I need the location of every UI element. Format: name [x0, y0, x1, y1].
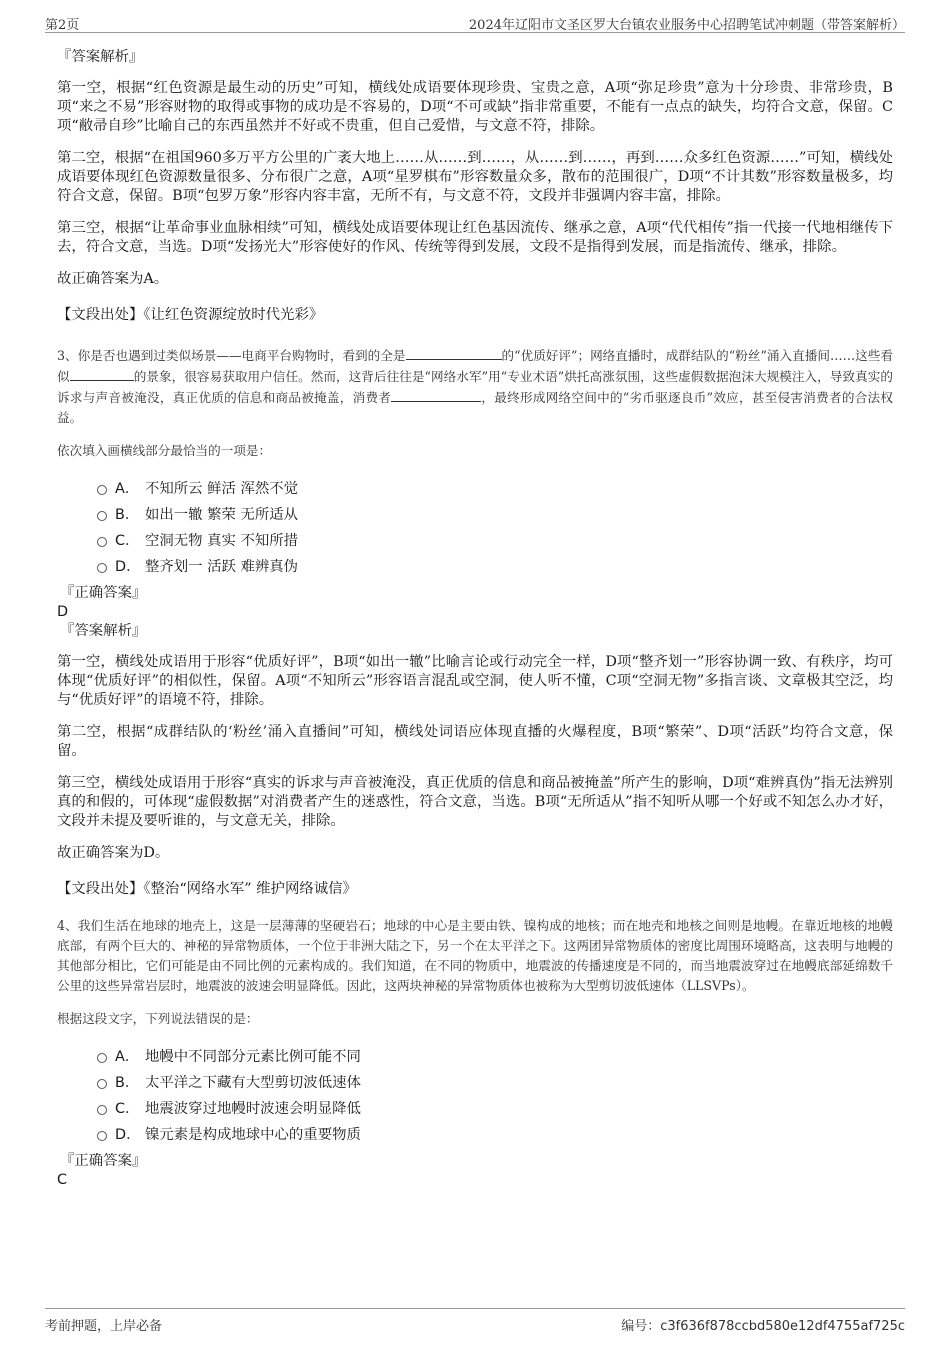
- option-letter: B．: [115, 1075, 140, 1091]
- radio-icon[interactable]: [97, 537, 107, 547]
- q3-blank-2: [70, 366, 134, 381]
- option-letter: A．: [115, 1049, 140, 1065]
- q4-options: [57, 1044, 893, 1148]
- q3-option-c[interactable]: [57, 528, 893, 554]
- q2-source: 【文段出处】《让红色资源绽放时代光彩》: [57, 307, 324, 323]
- document-title: 2024年辽阳市文圣区罗大台镇农业服务中心招聘笔试冲刺题（带答案解析）: [468, 18, 905, 33]
- page-content: [57, 40, 893, 1190]
- q4-option-b[interactable]: [57, 1070, 893, 1096]
- q3-conclusion: 故正确答案为D。: [57, 845, 170, 861]
- radio-icon[interactable]: [97, 1079, 107, 1089]
- document-serial: 编号：c3f636f878ccbd580e12df4755af725c: [621, 1319, 905, 1334]
- q3-prompt: 依次填入画横线部分最恰当的一项是：: [57, 443, 272, 458]
- q2-conclusion: 故正确答案为A。: [57, 271, 169, 287]
- radio-icon[interactable]: [97, 511, 107, 521]
- option-text: 太平洋之下藏有大型剪切波低速体: [145, 1075, 361, 1091]
- option-letter: C．: [115, 533, 140, 549]
- option-letter: D．: [115, 559, 141, 575]
- q3-stem-part-1: 3、你是否也遇到过类似场景——电商平台购物时，看到的全是: [57, 348, 406, 363]
- q3-option-b[interactable]: [57, 502, 893, 528]
- page-number: 第2页: [45, 18, 80, 33]
- option-letter: D．: [115, 1127, 141, 1143]
- radio-icon[interactable]: [97, 1131, 107, 1141]
- q3-stem: [57, 345, 893, 428]
- q4-prompt: 根据这段文字，下列说法错误的是：: [57, 1011, 259, 1026]
- q3-stem-part-3: 的景象，很容易获取用户信任。然而，这背后往往是“网络水军”用“专业术语”烘托高涨氛围，这些虚假数据泡沫大规模注入，导致真实的诉求与声音被淹没，真正优质的信息和商品被掩盖，消费者: [57, 369, 893, 405]
- radio-icon[interactable]: [97, 1053, 107, 1063]
- radio-icon[interactable]: [97, 1105, 107, 1115]
- q3-source: 【文段出处】《整治“网络水军” 维护网络诚信》: [57, 881, 357, 897]
- option-text: 如出一辙 繁荣 无所适从: [145, 507, 299, 523]
- q3-answer: D: [57, 604, 69, 620]
- q4-option-c[interactable]: [57, 1096, 893, 1122]
- option-text: 空洞无物 真实 不知所措: [145, 533, 299, 549]
- q3-analysis-label: 『答案解析』: [60, 623, 147, 639]
- q2-analysis-para-3: 第三空，根据“让革命事业血脉相续”可知，横线处成语要体现让红色基因流传、继承之意，A项“代代相传”指一代接一代地相继传下去，符合文意，当选。D项“发扬光大”形容使好的作风、传统等得到发展，文段不是指得到发展，而是指流传、继承，排除。: [57, 220, 893, 255]
- q2-analysis-para-1: 第一空，根据“红色资源是最生动的历史”可知，横线处成语要体现珍贵、宝贵之意，A项“弥足珍贵”意为十分珍贵、非常珍贵，B项“来之不易”形容财物的取得或事物的成功是不容易的，D项“不可或缺”指非常重要，不能有一点点的缺失，均符合文意，保留。C项“敝帚自珍”比喻自己的东西虽然并不好或不贵重，但自己爱惜，与文意不符，排除。: [57, 80, 893, 134]
- q3-options: [57, 476, 893, 580]
- q4-answer-label: 『正确答案』: [60, 1153, 147, 1169]
- option-text: 地幔中不同部分元素比例可能不同: [145, 1049, 361, 1065]
- q4-answer: C: [57, 1172, 68, 1188]
- q3-option-d[interactable]: [57, 554, 893, 580]
- page-header: [45, 8, 905, 33]
- footer-slogan: 考前押题，上岸必备: [45, 1319, 163, 1334]
- q3-analysis-para-3: 第三空，横线处成语用于形容“真实的诉求与声音被淹没，真正优质的信息和商品被掩盖”所产生的影响，D项“难辨真伪”指无法辨别真的和假的，可体现“虚假数据”对消费者产生的迷惑性，符合文意，当选。B项“无所适从”指不知听从哪一个好或不知怎么办才好，文段并未提及要听谁的，与文意无关，排除。: [57, 775, 893, 829]
- option-letter: A．: [115, 481, 140, 497]
- option-text: 不知所云 鲜活 浑然不觉: [145, 481, 299, 497]
- q3-analysis-para-1: 第一空，横线处成语用于形容“优质好评”，B项“如出一辙”比喻言论或行动完全一样，D项“整齐划一”形容协调一致、有秩序，均可体现“优质好评”的相似性，保留。A项“不知所云”形容语言混乱或空洞，使人听不懂，C项“空洞无物”多指言谈、文章极其空泛，均与“优质好评”的语境不符，排除。: [57, 654, 893, 708]
- q4-option-a[interactable]: [57, 1044, 893, 1070]
- q3-option-a[interactable]: [57, 476, 893, 502]
- q3-analysis-para-2: 第二空，根据“成群结队的‘粉丝’涌入直播间”可知，横线处词语应体现直播的火爆程度，B项“繁荣”、D项“活跃”均符合文意，保留。: [57, 724, 893, 759]
- q3-blank-1: [406, 345, 502, 360]
- page-footer: [45, 1308, 905, 1339]
- option-text: 地震波穿过地幔时波速会明显降低: [145, 1101, 361, 1117]
- q2-analysis-label: 『答案解析』: [57, 49, 144, 65]
- option-letter: B．: [115, 507, 140, 523]
- q4-option-d[interactable]: [57, 1122, 893, 1148]
- option-text: 镍元素是构成地球中心的重要物质: [145, 1127, 361, 1143]
- q3-stem-part-2: 的“优质好评”；网络直播时，成群结队的“粉丝”涌入直播间……这些看似: [57, 348, 893, 384]
- radio-icon[interactable]: [97, 485, 107, 495]
- option-letter: C．: [115, 1101, 140, 1117]
- q3-stem-part-4: ，最终形成网络空间中的“劣币驱逐良币”效应，甚至侵害消费者的合法权益。: [57, 390, 893, 425]
- radio-icon[interactable]: [97, 563, 107, 573]
- q4-stem: 4、我们生活在地球的地壳上，这是一层薄薄的坚硬岩石；地球的中心是主要由铁、镍构成的地核；而在地壳和地核之间则是地幔。在靠近地核的地幔底部，有两个巨大的、神秘的异常物质体，一个位于非洲大陆之下，另一个在太平洋之下。这两团异常物质体的密度比周围环境略高，这表明与地幔的其他部分相比，它们可能是由不同比例的元素构成的。我们知道，在不同的物质中，地震波的传播速度是不同的，而当地震波穿过在地幔底部延绵数千公里的这些异常岩层时，地震波的波速会明显降低。因此，这两块神秘的异常物质体也被称为大型剪切波低速体（LLSVPs）。: [57, 918, 893, 993]
- option-text: 整齐划一 活跃 难辨真伪: [145, 559, 299, 575]
- q2-analysis-para-2: 第二空，根据“在祖国960多万平方公里的广袤大地上……从……到……，从……到……，再到……众多红色资源……”可知，横线处成语要体现红色资源数量很多、分布很广之意，A项“星罗棋布”形容数量众多，散布的范围很广，D项“不计其数”形容数量极多，均符合文意，保留。B项“包罗万象”形容内容丰富，无所不有，与文意不符，文段并非强调内容丰富，排除。: [57, 150, 893, 204]
- q3-answer-label: 『正确答案』: [60, 585, 147, 601]
- q3-blank-3: [391, 387, 481, 402]
